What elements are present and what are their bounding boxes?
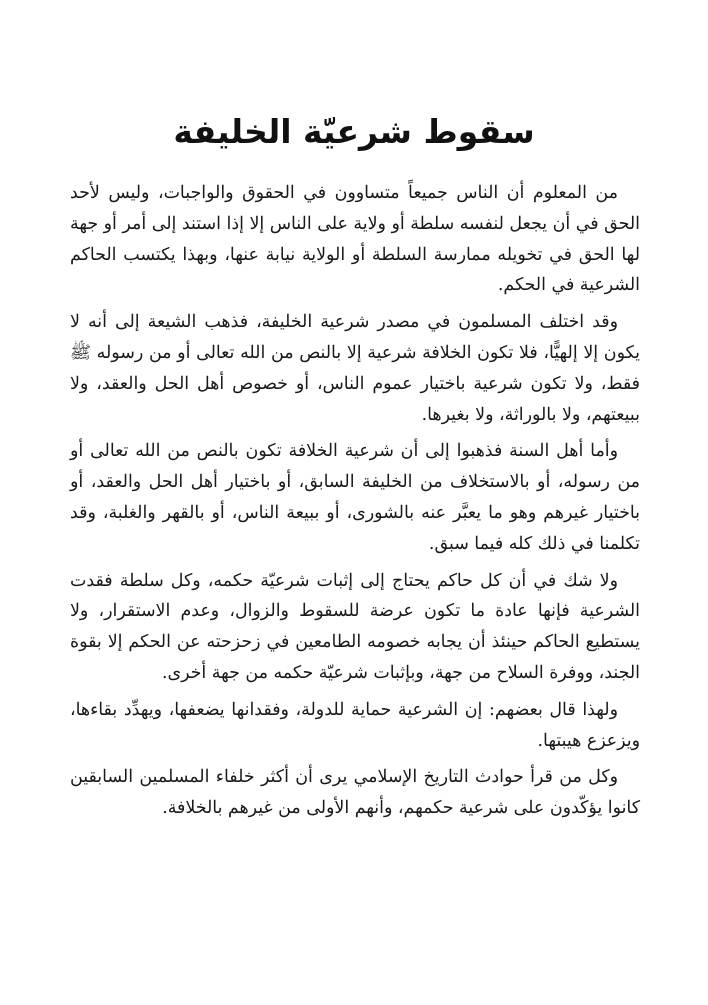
paragraph-3: وأما أهل السنة فذهبوا إلى أن شرعية الخلافة تكون بالنص من الله تعالى أو من رسوله، أو بالاستخلاف من الخليفة السابق، أو باختيار أهل الحل والعقد، أو باختيار غيرهم وهو ما يعبَّر عنه بالشورى، أو ببيعة الناس، أو بالقهر والغلبة، وقد تكلمنا في ذلك كله فيما سبق. bbox=[70, 441, 640, 554]
paragraph-5: ولهذا قال بعضهم: إن الشرعية حماية للدولة، وفقدانها يضعفها، ويهدِّد بقاءها، ويزعزع هيبتها. bbox=[70, 699, 640, 751]
paragraph-1: من المعلوم أن الناس جميعاً متساوون في الحقوق والواجبات، وليس لأحد الحق في أن يجعل لنفسه سلطة أو ولاية على الناس إلا إذا استند إلى أمر أو جهة لها الحق في تخويله ممارسة السلطة أو الولاية نيابة عنها، وبهذا يكتسب الحاكم الشرعية في الحكم. bbox=[70, 183, 640, 296]
paragraph-6: وكل من قرأ حوادث التاريخ الإسلامي يرى أن أكثر خلفاء المسلمين السابقين كانوا يؤكّدون على شرعية حكمهم، وأنهم الأولى من غيرهم بالخلافة. bbox=[70, 767, 640, 819]
chapter-title: سقوط شرعيّة الخليفة bbox=[173, 112, 535, 152]
body-text bbox=[70, 178, 640, 830]
paragraph-4: ولا شك في أن كل حاكم يحتاج إلى إثبات شرعيّة حكمه، وكل سلطة فقدت الشرعية فإنها عادة ما تكون عرضة للسقوط والزوال، وعدم الاستقرار، ولا يستطيع الحاكم حينئذ أن يجابه خصومه الطامعين في زحزحته عن الحكم إلا بقوة الجند، ووفرة السلاح من جهة، وبإثبات شرعيّة حكمه من جهة أخرى. bbox=[70, 570, 640, 683]
paragraph-2: وقد اختلف المسلمون في مصدر شرعية الخليفة، فذهب الشيعة إلى أنه لا يكون إلا إلهيًّا، فلا تكون الخلافة شرعية إلا بالنص من الله تعالى أو من رسوله ﷺ فقط، ولا تكون شرعية باختيار عموم الناس، أو خصوص أهل الحل والعقد، ولا ببيعتهم، ولا بالوراثة، ولا بغيرها. bbox=[70, 312, 640, 425]
